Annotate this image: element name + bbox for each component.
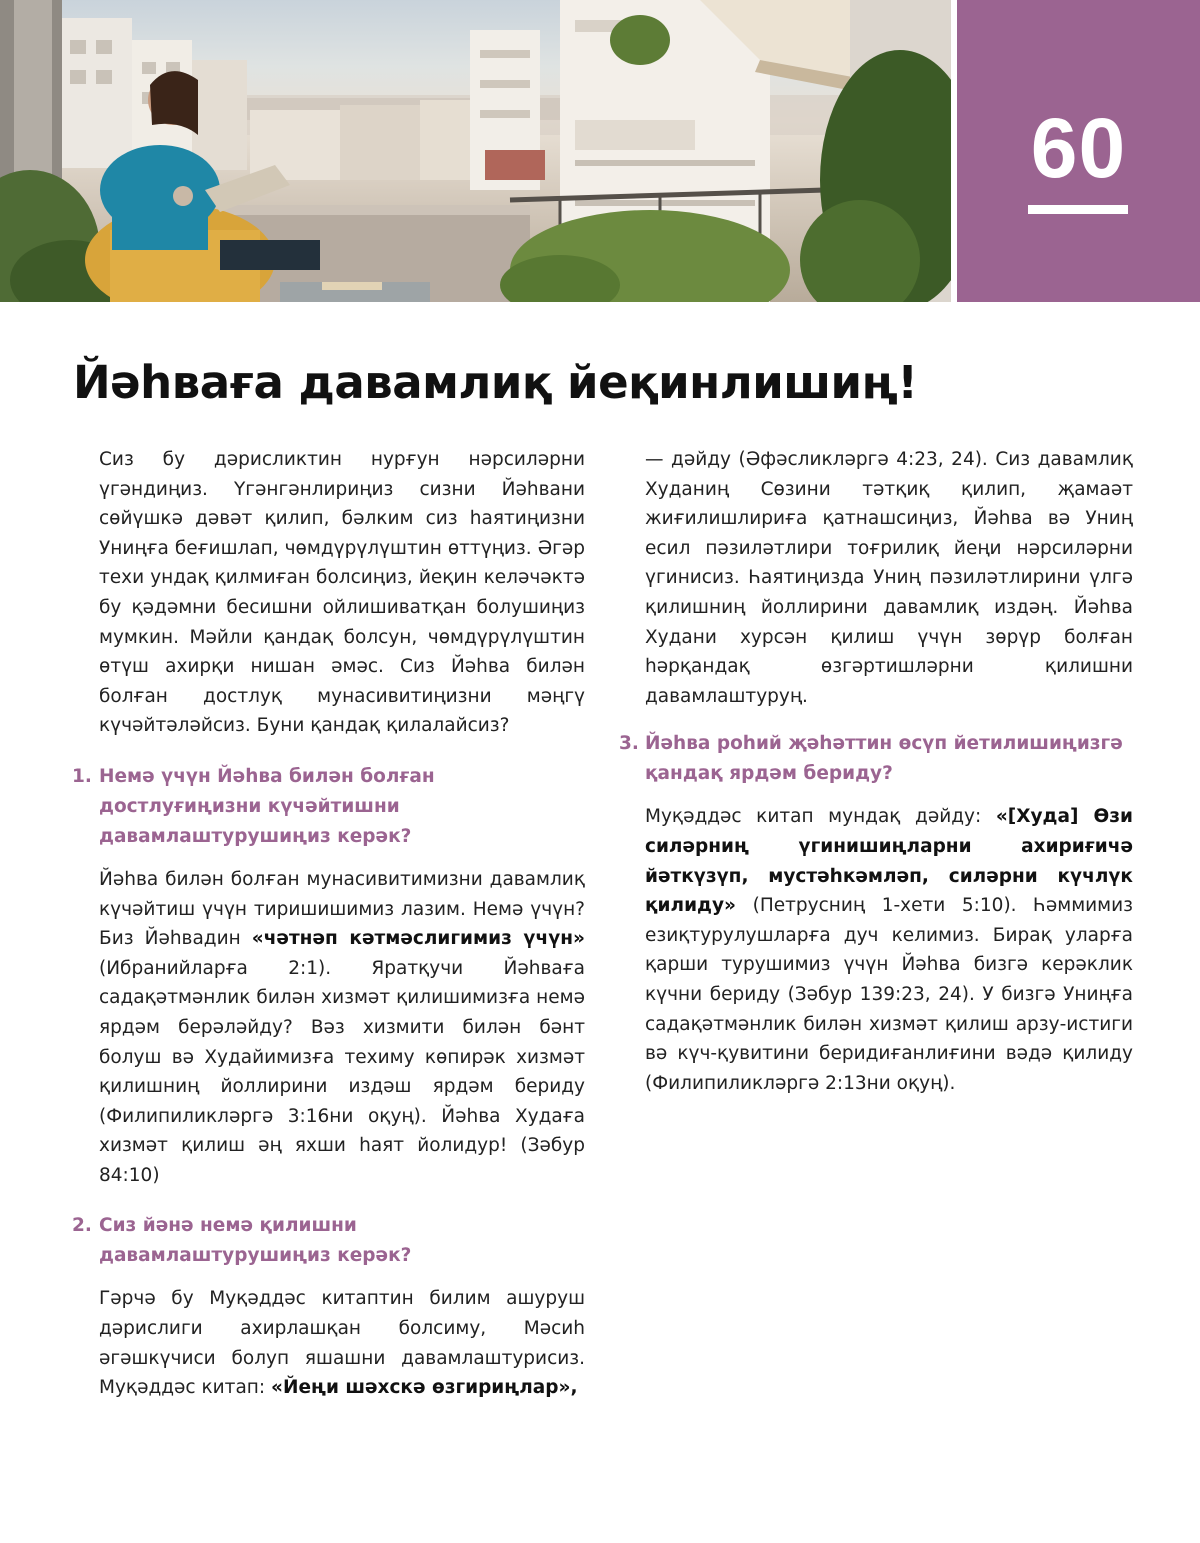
question-2-number: 2.	[72, 1215, 92, 1237]
answer-2-quote: «Йеңи шәхскә өзгириңлар»,	[271, 1377, 578, 1399]
answer-1-quote: «чәтнәп кәтмәслигимиз үчүн»	[251, 928, 585, 950]
answer-3-paragraph	[645, 802, 1133, 1098]
lesson-number-underline	[1028, 205, 1128, 214]
left-column	[72, 445, 585, 1403]
question-3-number: 3.	[619, 733, 639, 755]
question-1	[72, 762, 585, 852]
balcony-scene-illustration	[0, 0, 951, 302]
question-1-text: Немә үчүн Йәһва билән болған достлуғиңизни күчәйтишни давамлаштурушиңиз керәк?	[99, 765, 435, 847]
answer-1-text-before: Йәһва билән болған мунасивитимизни давамлиқ күчәйтиш үчүн тиришишимиз лазим. Немә үчүн? Биз Йәһвадин	[99, 868, 585, 950]
question-2-text: Сиз йәнә немә қилишни давамлаштурушиңиз керәк?	[99, 1215, 412, 1267]
answer-2-text-before: Гәрчә бу Муқәддәс китаптин билим ашуруш дәрислиги ахирлашқан болсиму, Мәсиһ әгәшкүчиси болуп яшашни давамлаштурисиз. Муқәддәс китап:	[99, 1288, 585, 1399]
question-3	[619, 729, 1133, 789]
answer-3-quote: «[Худа] Өзи силәрниң үгинишиңларни ахириғичә йәткүзүп, мустәһкәмләп, силәрни күчлүк қилиду»	[645, 806, 1134, 917]
question-2	[72, 1211, 585, 1271]
header-photo	[0, 0, 951, 302]
question-1-number: 1.	[72, 765, 92, 787]
answer-1-text-after: (Ибранийларға 2:1). Яратқучи Йәһваға садақәтмәнлик билән хизмәт қилишимизға немә ярдәм берәләйду? Вәз хизмити билән бәнт болуш вә Худайимизға техиму көпирәк хизмәт қилишниң йоллирини издәш ярдәм бериду (Филипиликләргә 3:16ни оқуң). Йәһва Худаға хизмәт қилиш әң яхши һаят йолидур! (Зәбур 84:10)	[99, 957, 585, 1186]
lesson-number: 60	[1030, 101, 1127, 195]
page-title: Йәһваға давамлиқ йеқинлишиң!	[73, 356, 918, 409]
answer-2-paragraph-start	[99, 1284, 585, 1402]
answer-3-text-before: Муқәддәс китап мундақ дәйду:	[645, 806, 996, 828]
right-column	[619, 445, 1134, 1098]
answer-1-paragraph	[99, 865, 585, 1191]
answer-2-paragraph-continued: — дәйду (Әфәсликләргә 4:23, 24). Сиз давамлиқ Худаниң Сөзини тәтқиқ қилип, җамаәт жиғилишлириға қатнашсиңиз, Йәһва вә Униң есил пәзиләтлири тоғрилиқ йеңи нәрсиләрни үгинисиз. Һаятиңизда Униң пәзиләтлирини үлгә қилишниң йоллирини давамлиқ издәң. Йәһва Худани хурсән қилиш үчүн зөрүр болған һәрқандақ өзгәртишләрни қилишни давамлаштуруң.	[645, 449, 1133, 707]
answer-3-text-after: (Петрусниң 1-хети 5:10). Һәммимиз езиқтурулушларға дуч келимиз. Бирақ уларға қарши турушимиз үчүн Йәһва бизгә керәклик күчни бериду (Зәбур 139:23, 24). У бизгә Униңға садақәтмәнлик билән хизмәт қилиш арзу-истиги вә күч-қувитини беридиғанлиғини вәдә қилиду (Филипиликләргә 2:13ни оқуң).	[645, 895, 1133, 1094]
lesson-number-block	[957, 0, 1200, 302]
intro-paragraph: Сиз бу дәрисликтин нурғун нәрсиләрни үгәндиңиз. Үгәнгәнлириңиз сизни Йәһвани сөйүшкә дәвәт қилип, бәлким сиз һаятиңизни Униңға беғишлап, чөмдүрүлүштин өттүңиз. Әгәр техи ундақ қилмиған болсиңиз, йеқин келәчәктә бу қәдәмни бесишни ойлишиватқан болушиңиз мумкин. Мәйли қандақ болсун, чөмдүрүлүштин өтүш ахирқи нишан әмәс. Сиз Йәһва билән болған достлуқ мунасивитиңизни мәңгү күчәйтәләйсиз. Буни қандақ қилалайсиз?	[99, 449, 585, 737]
question-3-text: Йәһва роһий җәһәттин өсүп йетилишиңизгә қандақ ярдәм бериду?	[645, 733, 1123, 785]
